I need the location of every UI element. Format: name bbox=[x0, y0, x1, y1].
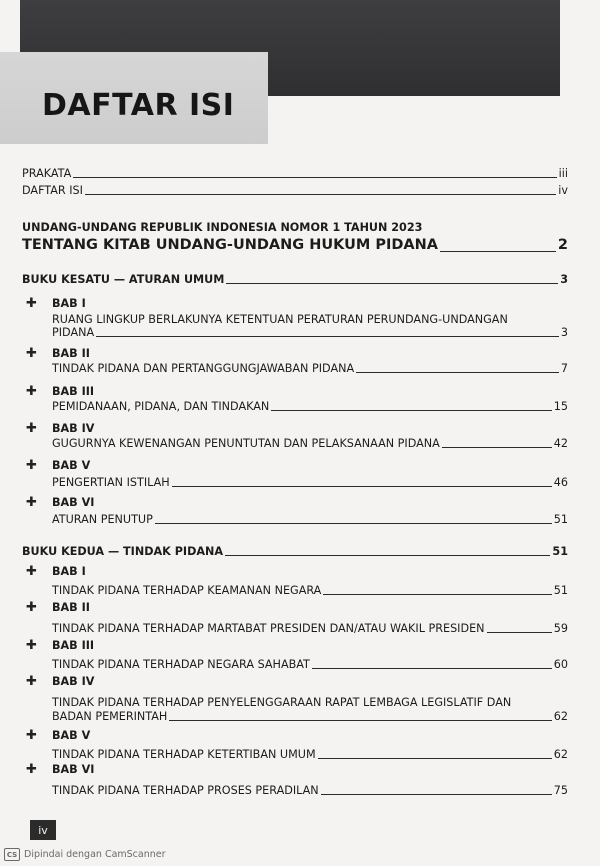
cross-marker-icon: ✚ bbox=[26, 384, 37, 399]
chapter-title-line2: PIDANA bbox=[52, 326, 95, 339]
chapter-title: PENGERTIAN ISTILAH bbox=[52, 476, 170, 489]
leader-line bbox=[225, 555, 550, 556]
page-number-badge bbox=[30, 820, 56, 840]
leader-line bbox=[226, 283, 558, 284]
toc-entry-page: 75 bbox=[553, 784, 568, 797]
toc-entry-b1-bab4[interactable] bbox=[52, 437, 568, 450]
toc-entry-b1-bab6[interactable] bbox=[52, 513, 568, 526]
toc-entry-page: 60 bbox=[553, 658, 568, 671]
cross-marker-icon: ✚ bbox=[26, 728, 37, 743]
leader-line bbox=[96, 336, 559, 337]
chapter-title: TINDAK PIDANA TERHADAP PROSES PERADILAN bbox=[52, 784, 319, 797]
toc-entry-page: iv bbox=[558, 184, 568, 197]
page-number: iv bbox=[38, 823, 48, 837]
cross-marker-icon: ✚ bbox=[26, 346, 37, 361]
toc-entry-b1-bab5[interactable] bbox=[52, 476, 568, 489]
leader-line bbox=[323, 594, 551, 595]
camscanner-logo-icon: CS bbox=[4, 848, 20, 861]
cross-marker-icon: ✚ bbox=[26, 600, 37, 615]
bab-label: BAB IV bbox=[52, 422, 95, 435]
chapter-title-line1: TINDAK PIDANA TERHADAP PENYELENGGARAAN RAPAT LEMBAGA LEGISLATIF DAN bbox=[52, 696, 512, 709]
chapter-title: PEMIDANAAN, PIDANA, DAN TINDAKAN bbox=[52, 400, 270, 413]
law-title-line1: UNDANG-UNDANG REPUBLIK INDONESIA NOMOR 1 TAHUN 2023 bbox=[22, 221, 423, 234]
toc-entry-b1-bab2[interactable] bbox=[52, 362, 568, 375]
toc-entry-b2-bab3[interactable] bbox=[52, 658, 568, 671]
toc-entry-page: 59 bbox=[553, 622, 568, 635]
chapter-title: TINDAK PIDANA TERHADAP NEGARA SAHABAT bbox=[52, 658, 310, 671]
cross-marker-icon: ✚ bbox=[26, 674, 37, 689]
cross-marker-icon: ✚ bbox=[26, 296, 37, 311]
toc-entry-page: 62 bbox=[553, 748, 568, 761]
toc-entry-b1-bab3[interactable] bbox=[52, 400, 568, 413]
toc-entry-page: 42 bbox=[553, 437, 568, 450]
bab-label: BAB III bbox=[52, 385, 95, 398]
bab-label: BAB VI bbox=[52, 763, 95, 776]
toc-entry-buku-kedua[interactable] bbox=[22, 545, 568, 558]
page-title: DAFTAR ISI bbox=[42, 88, 235, 123]
toc-entry-page: 46 bbox=[553, 476, 568, 489]
leader-line bbox=[73, 177, 556, 178]
cross-marker-icon: ✚ bbox=[26, 762, 37, 777]
cross-marker-icon: ✚ bbox=[26, 638, 37, 653]
toc-entry-b2-bab5[interactable] bbox=[52, 748, 568, 761]
toc-entry-b2-bab6[interactable] bbox=[52, 784, 568, 797]
bab-label: BAB V bbox=[52, 729, 91, 742]
leader-line bbox=[487, 632, 552, 633]
leader-line bbox=[440, 251, 556, 252]
cross-marker-icon: ✚ bbox=[26, 564, 37, 579]
leader-line bbox=[271, 410, 551, 411]
toc-entry-page: 62 bbox=[553, 710, 568, 723]
bab-label: BAB IV bbox=[52, 675, 95, 688]
bab-label: BAB I bbox=[52, 297, 86, 310]
toc-entry-page: 15 bbox=[553, 400, 568, 413]
law-title-line2: TENTANG KITAB UNDANG-UNDANG HUKUM PIDANA bbox=[22, 237, 438, 253]
toc-entry-page: 51 bbox=[553, 513, 568, 526]
bab-label: BAB I bbox=[52, 565, 86, 578]
toc-entry-b2-bab1[interactable] bbox=[52, 584, 568, 597]
toc-entry-label: DAFTAR ISI bbox=[22, 184, 83, 197]
toc-entry-page: 51 bbox=[553, 584, 568, 597]
leader-line bbox=[172, 486, 552, 487]
chapter-title: TINDAK PIDANA TERHADAP KETERTIBAN UMUM bbox=[52, 748, 316, 761]
leader-line bbox=[318, 758, 552, 759]
toc-entry-page: 51 bbox=[552, 545, 568, 558]
leader-line bbox=[321, 794, 552, 795]
leader-line bbox=[312, 668, 552, 669]
toc-entry-page: 7 bbox=[560, 362, 568, 375]
bab-label: BAB II bbox=[52, 601, 90, 614]
leader-line bbox=[356, 372, 559, 373]
scanner-watermark bbox=[4, 848, 166, 861]
leader-line bbox=[85, 194, 556, 195]
toc-entry-label: BUKU KEDUA — TINDAK PIDANA bbox=[22, 545, 224, 558]
scanner-text: Dipindai dengan CamScanner bbox=[24, 849, 166, 860]
bab-label: BAB III bbox=[52, 639, 95, 652]
chapter-title: TINDAK PIDANA DAN PERTANGGUNGJAWABAN PIDANA bbox=[52, 362, 355, 375]
cross-marker-icon: ✚ bbox=[26, 495, 37, 510]
toc-entry-prakata[interactable] bbox=[22, 167, 568, 180]
toc-entry-b2-bab4[interactable] bbox=[52, 710, 568, 723]
toc-entry-law[interactable] bbox=[22, 237, 568, 254]
toc-entry-b1-bab1[interactable] bbox=[52, 326, 568, 339]
chapter-title-line1: RUANG LINGKUP BERLAKUNYA KETENTUAN PERATURAN PERUNDANG-UNDANGAN bbox=[52, 313, 508, 326]
leader-line bbox=[442, 447, 552, 448]
toc-entry-page: 3 bbox=[560, 273, 568, 286]
chapter-title: TINDAK PIDANA TERHADAP MARTABAT PRESIDEN DAN/ATAU WAKIL PRESIDEN bbox=[52, 622, 485, 635]
toc-entry-b2-bab2[interactable] bbox=[52, 622, 568, 635]
toc-entry-label: BUKU KESATU — ATURAN UMUM bbox=[22, 273, 225, 286]
toc-entry-page: iii bbox=[558, 167, 568, 180]
toc-entry-label: PRAKATA bbox=[22, 167, 72, 180]
toc-entry-buku-kesatu[interactable] bbox=[22, 273, 568, 286]
leader-line bbox=[155, 523, 552, 524]
bab-label: BAB V bbox=[52, 459, 91, 472]
leader-line bbox=[169, 720, 551, 721]
bab-label: BAB II bbox=[52, 347, 90, 360]
chapter-title: TINDAK PIDANA TERHADAP KEAMANAN NEGARA bbox=[52, 584, 322, 597]
chapter-title: ATURAN PENUTUP bbox=[52, 513, 153, 526]
cross-marker-icon: ✚ bbox=[26, 421, 37, 436]
toc-entry-page: 3 bbox=[560, 326, 568, 339]
chapter-title-line2: BADAN PEMERINTAH bbox=[52, 710, 168, 723]
bab-label: BAB VI bbox=[52, 496, 95, 509]
chapter-title: GUGURNYA KEWENANGAN PENUNTUTAN DAN PELAKSANAAN PIDANA bbox=[52, 437, 440, 450]
toc-entry-daftar-isi[interactable] bbox=[22, 184, 568, 197]
toc-entry-page: 2 bbox=[557, 237, 568, 253]
cross-marker-icon: ✚ bbox=[26, 458, 37, 473]
